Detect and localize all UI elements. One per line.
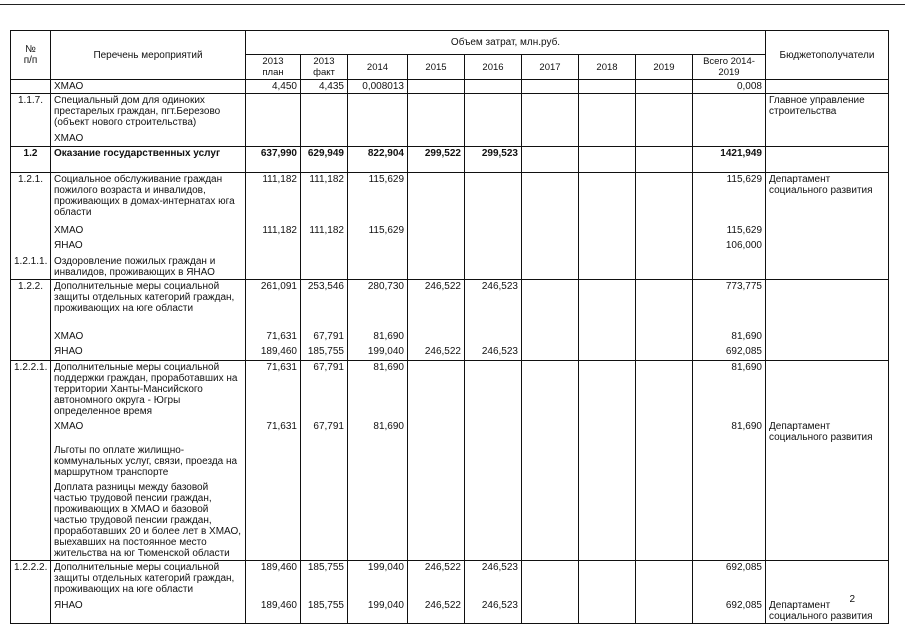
cost-cell xyxy=(301,444,348,481)
cost-cell: 67,791 xyxy=(301,360,348,420)
header-year-0: 2013 план xyxy=(246,55,301,80)
activity-name: Оказание государственных услуг xyxy=(51,147,246,173)
cost-cell xyxy=(246,132,301,147)
cost-cell: 692,085 xyxy=(693,561,766,599)
cost-cell xyxy=(522,224,579,239)
cost-cell xyxy=(636,255,693,280)
cost-cell: 81,690 xyxy=(693,330,766,345)
cost-cell xyxy=(579,599,636,624)
table-row xyxy=(11,173,889,224)
activity-name: ХМАО xyxy=(51,132,246,147)
cost-cell xyxy=(522,80,579,94)
cost-cell xyxy=(465,255,522,280)
cost-cell xyxy=(636,330,693,345)
cost-cell: 111,182 xyxy=(301,224,348,239)
cost-cell xyxy=(636,360,693,420)
cost-cell: 189,460 xyxy=(246,561,301,599)
header-year-8: Всего 2014- 2019 xyxy=(693,55,766,80)
cost-cell xyxy=(465,94,522,132)
recipient-cell: Департамент социального развития xyxy=(766,420,889,444)
cost-cell xyxy=(579,94,636,132)
activity-name: Социальное обслуживание граждан пожилого возраста и инвалидов, проживающих в домах-интернатах юга области xyxy=(51,173,246,224)
header-year-3: 2015 xyxy=(408,55,465,80)
recipient-cell xyxy=(766,481,889,561)
cost-cell: 81,690 xyxy=(693,360,766,420)
table-row xyxy=(11,345,889,360)
header-year-4: 2016 xyxy=(465,55,522,80)
cost-cell xyxy=(522,279,579,330)
recipient-cell xyxy=(766,330,889,345)
cost-cell xyxy=(579,173,636,224)
cost-cell xyxy=(301,94,348,132)
activity-name: Дополнительные меры социальной поддержки граждан, проработавших на территории Ханты-Мансийского автономного округа - Югры определенное время xyxy=(51,360,246,420)
cost-cell xyxy=(348,132,408,147)
cost-cell: 81,690 xyxy=(693,420,766,444)
cost-cell: 71,631 xyxy=(246,330,301,345)
recipient-cell xyxy=(766,561,889,599)
recipient-cell xyxy=(766,147,889,173)
cost-cell: 246,523 xyxy=(465,599,522,624)
recipient-cell xyxy=(766,345,889,360)
cost-cell xyxy=(579,420,636,444)
cost-cell xyxy=(465,481,522,561)
cost-cell xyxy=(579,239,636,255)
cost-cell: 115,629 xyxy=(693,173,766,224)
cost-cell: 246,523 xyxy=(465,279,522,330)
cost-cell xyxy=(408,239,465,255)
cost-cell xyxy=(348,255,408,280)
cost-cell xyxy=(636,599,693,624)
header-volume: Объем затрат, млн.руб. xyxy=(246,31,766,55)
cost-cell xyxy=(636,147,693,173)
cost-cell: 189,460 xyxy=(246,345,301,360)
header-activities: Перечень мероприятий xyxy=(51,31,246,80)
cost-cell: 637,990 xyxy=(246,147,301,173)
table-row xyxy=(11,132,889,147)
cost-cell xyxy=(636,345,693,360)
cost-cell: 692,085 xyxy=(693,599,766,624)
cost-cell: 280,730 xyxy=(348,279,408,330)
cost-cell xyxy=(636,279,693,330)
header-recipients: Бюджетополучатели xyxy=(766,31,889,80)
cost-cell: 111,182 xyxy=(246,224,301,239)
cost-cell xyxy=(693,444,766,481)
cost-cell xyxy=(465,330,522,345)
cost-cell: 299,522 xyxy=(408,147,465,173)
row-number xyxy=(11,481,51,561)
cost-cell xyxy=(522,599,579,624)
activity-name: Доплата разницы между базовой частью трудовой пенсии граждан, проживающих в ХМАО и базовой частью трудовой пенсии граждан, проработавших 20 и более лет в ХМАО, выехавших на постоянное место жительства на юг Тюменской области xyxy=(51,481,246,561)
cost-cell: 0,008 xyxy=(693,80,766,94)
cost-cell: 81,690 xyxy=(348,360,408,420)
cost-cell xyxy=(246,444,301,481)
activity-name: ХМАО xyxy=(51,224,246,239)
cost-cell: 185,755 xyxy=(301,561,348,599)
row-number xyxy=(11,599,51,624)
header-year-2: 2014 xyxy=(348,55,408,80)
cost-cell xyxy=(636,224,693,239)
cost-cell xyxy=(301,132,348,147)
cost-cell xyxy=(408,80,465,94)
cost-cell: 246,523 xyxy=(465,561,522,599)
cost-cell xyxy=(408,444,465,481)
cost-cell: 81,690 xyxy=(348,330,408,345)
cost-cell xyxy=(246,255,301,280)
activity-name: Специальный дом для одиноких престарелых граждан, пгт.Березово (объект нового строительства) xyxy=(51,94,246,132)
row-number: 1.2.2.1. xyxy=(11,360,51,420)
cost-cell: 71,631 xyxy=(246,420,301,444)
recipient-cell xyxy=(766,255,889,280)
cost-cell xyxy=(465,420,522,444)
cost-cell: 185,755 xyxy=(301,599,348,624)
cost-cell: 185,755 xyxy=(301,345,348,360)
cost-cell xyxy=(636,80,693,94)
cost-table xyxy=(10,30,889,624)
cost-cell xyxy=(465,132,522,147)
cost-cell xyxy=(636,420,693,444)
cost-cell xyxy=(636,132,693,147)
recipient-cell xyxy=(766,360,889,420)
cost-cell: 0,008013 xyxy=(348,80,408,94)
cost-cell: 246,522 xyxy=(408,561,465,599)
activity-name: Льготы по оплате жилищно-коммунальных услуг, связи, проезда на маршрутном транспорте xyxy=(51,444,246,481)
cost-cell xyxy=(522,132,579,147)
header-year-7: 2019 xyxy=(636,55,693,80)
cost-cell xyxy=(522,345,579,360)
page-number: 2 xyxy=(849,594,855,605)
activity-name: ЯНАО xyxy=(51,599,246,624)
cost-cell xyxy=(408,360,465,420)
cost-cell xyxy=(693,255,766,280)
cost-cell: 4,450 xyxy=(246,80,301,94)
cost-cell xyxy=(579,481,636,561)
cost-cell xyxy=(246,481,301,561)
cost-cell xyxy=(636,94,693,132)
cost-cell xyxy=(636,481,693,561)
recipient-cell xyxy=(766,224,889,239)
cost-cell: 115,629 xyxy=(693,224,766,239)
cost-cell xyxy=(408,255,465,280)
cost-cell xyxy=(348,94,408,132)
cost-cell: 199,040 xyxy=(348,599,408,624)
activity-name: ХМАО xyxy=(51,330,246,345)
cost-cell: 246,522 xyxy=(408,345,465,360)
cost-cell xyxy=(246,94,301,132)
recipient-cell xyxy=(766,132,889,147)
row-number xyxy=(11,444,51,481)
table-row xyxy=(11,255,889,280)
cost-cell xyxy=(522,561,579,599)
row-number: 1.2.1. xyxy=(11,173,51,224)
cost-cell xyxy=(408,132,465,147)
cost-cell: 299,523 xyxy=(465,147,522,173)
recipient-cell xyxy=(766,239,889,255)
cost-cell: 822,904 xyxy=(348,147,408,173)
cost-cell: 261,091 xyxy=(246,279,301,330)
cost-cell: 81,690 xyxy=(348,420,408,444)
cost-cell xyxy=(579,224,636,239)
recipient-cell xyxy=(766,80,889,94)
header-year-5: 2017 xyxy=(522,55,579,80)
cost-cell xyxy=(465,80,522,94)
cost-cell xyxy=(693,481,766,561)
cost-cell xyxy=(522,239,579,255)
cost-cell: 4,435 xyxy=(301,80,348,94)
cost-cell xyxy=(579,255,636,280)
table-row xyxy=(11,599,889,624)
cost-cell: 246,523 xyxy=(465,345,522,360)
cost-cell xyxy=(246,239,301,255)
cost-cell: 1421,949 xyxy=(693,147,766,173)
cost-cell xyxy=(301,239,348,255)
activity-name: Оздоровление пожилых граждан и инвалидов, проживающих в ЯНАО xyxy=(51,255,246,280)
cost-cell: 111,182 xyxy=(246,173,301,224)
row-number: 1.2 xyxy=(11,147,51,173)
cost-cell xyxy=(579,444,636,481)
activity-name: ЯНАО xyxy=(51,345,246,360)
table-row xyxy=(11,224,889,239)
cost-cell: 692,085 xyxy=(693,345,766,360)
cost-cell xyxy=(579,147,636,173)
cost-cell: 115,629 xyxy=(348,173,408,224)
cost-cell xyxy=(408,330,465,345)
cost-cell xyxy=(408,481,465,561)
table-row xyxy=(11,330,889,345)
table-row xyxy=(11,420,889,444)
cost-cell xyxy=(579,345,636,360)
row-number xyxy=(11,330,51,345)
cost-cell xyxy=(636,239,693,255)
cost-cell: 115,629 xyxy=(348,224,408,239)
table-row xyxy=(11,561,889,599)
cost-cell xyxy=(579,360,636,420)
table-row xyxy=(11,80,889,94)
cost-cell xyxy=(522,360,579,420)
table-row xyxy=(11,360,889,420)
cost-cell xyxy=(348,239,408,255)
cost-cell: 246,522 xyxy=(408,279,465,330)
cost-cell: 67,791 xyxy=(301,420,348,444)
row-number xyxy=(11,420,51,444)
cost-cell xyxy=(579,561,636,599)
cost-cell: 199,040 xyxy=(348,345,408,360)
activity-name: ЯНАО xyxy=(51,239,246,255)
cost-cell xyxy=(636,561,693,599)
cost-cell xyxy=(522,330,579,345)
row-number xyxy=(11,132,51,147)
cost-cell xyxy=(636,444,693,481)
cost-cell xyxy=(579,80,636,94)
cost-cell: 246,522 xyxy=(408,599,465,624)
cost-cell xyxy=(693,132,766,147)
header-year-1: 2013 факт xyxy=(301,55,348,80)
cost-cell xyxy=(522,147,579,173)
table-row xyxy=(11,239,889,255)
cost-cell xyxy=(522,94,579,132)
cost-cell xyxy=(522,481,579,561)
cost-cell xyxy=(693,94,766,132)
cost-cell xyxy=(408,94,465,132)
cost-cell: 199,040 xyxy=(348,561,408,599)
table-row xyxy=(11,147,889,173)
cost-cell xyxy=(522,255,579,280)
recipient-cell xyxy=(766,444,889,481)
cost-cell: 773,775 xyxy=(693,279,766,330)
row-number xyxy=(11,224,51,239)
recipient-cell: Главное управление строительства xyxy=(766,94,889,132)
activity-name: Дополнительные меры социальной защиты отдельных категорий граждан, проживающих на юге области xyxy=(51,561,246,599)
row-number xyxy=(11,239,51,255)
cost-cell xyxy=(522,444,579,481)
table-row xyxy=(11,444,889,481)
cost-cell xyxy=(579,330,636,345)
row-number xyxy=(11,80,51,94)
row-number: 1.2.2.2. xyxy=(11,561,51,599)
cost-cell xyxy=(465,360,522,420)
cost-cell xyxy=(579,132,636,147)
cost-cell: 71,631 xyxy=(246,360,301,420)
table-row xyxy=(11,481,889,561)
cost-cell xyxy=(465,224,522,239)
row-number: 1.2.1.1. xyxy=(11,255,51,280)
cost-cell xyxy=(522,173,579,224)
cost-cell: 253,546 xyxy=(301,279,348,330)
cost-cell xyxy=(301,481,348,561)
cost-cell xyxy=(301,255,348,280)
activity-name: ХМАО xyxy=(51,80,246,94)
cost-cell xyxy=(348,481,408,561)
activity-name: ХМАО xyxy=(51,420,246,444)
cost-cell xyxy=(408,224,465,239)
cost-cell xyxy=(408,173,465,224)
activity-name: Дополнительные меры социальной защиты отдельных категорий граждан, проживающих на юге области xyxy=(51,279,246,330)
row-number xyxy=(11,345,51,360)
cost-cell xyxy=(465,444,522,481)
recipient-cell xyxy=(766,279,889,330)
recipient-cell: Департамент социального развития xyxy=(766,173,889,224)
recipient-cell: Департамент социального развития xyxy=(766,599,889,624)
row-number: 1.1.7. xyxy=(11,94,51,132)
cost-cell xyxy=(465,239,522,255)
cost-cell: 106,000 xyxy=(693,239,766,255)
cost-cell xyxy=(522,420,579,444)
cost-cell: 111,182 xyxy=(301,173,348,224)
cost-cell xyxy=(579,279,636,330)
row-number: 1.2.2. xyxy=(11,279,51,330)
table-row xyxy=(11,94,889,132)
cost-cell: 189,460 xyxy=(246,599,301,624)
cost-cell xyxy=(465,173,522,224)
cost-cell xyxy=(636,173,693,224)
cost-cell: 629,949 xyxy=(301,147,348,173)
header-num: № п/п xyxy=(11,31,51,80)
cost-cell xyxy=(408,420,465,444)
cost-cell: 67,791 xyxy=(301,330,348,345)
header-year-6: 2018 xyxy=(579,55,636,80)
cost-cell xyxy=(348,444,408,481)
table-row xyxy=(11,279,889,330)
